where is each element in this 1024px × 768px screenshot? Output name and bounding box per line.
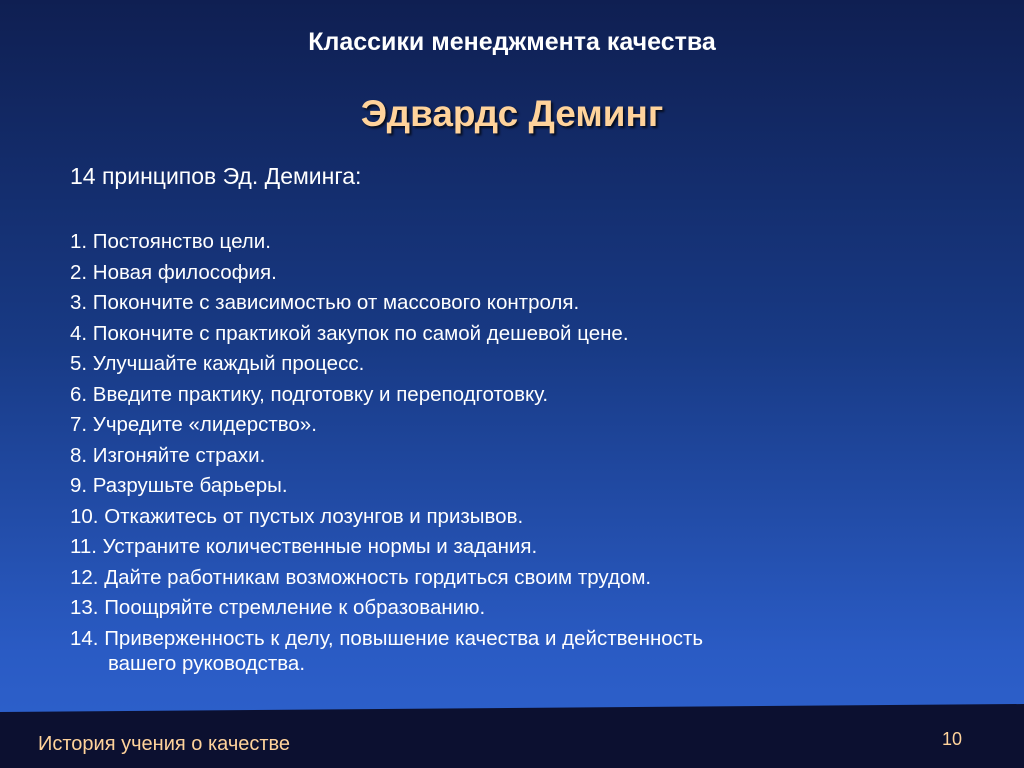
principle-item: 2. Новая философия.	[70, 260, 277, 284]
principle-item: 8. Изгоняйте страхи.	[70, 443, 266, 467]
principle-item: 7. Учредите «лидерство».	[70, 413, 317, 436]
principle-item: 13. Поощряйте стремление к образованию.	[70, 596, 486, 619]
principle-item: 5. Улучшайте каждый процесс.	[70, 352, 365, 375]
principle-item: 1. Постоянство цели.	[70, 230, 271, 253]
footer-text: История учения о качестве	[38, 733, 291, 755]
principle-item: 11. Устраните количественные нормы и задания.	[70, 535, 538, 558]
principle-item: 6. Введите практику, подготовку и переподготовку.	[70, 382, 549, 406]
principles-list	[70, 229, 950, 681]
principle-item: 12. Дайте работникам возможность гордиться своим трудом.	[70, 565, 652, 589]
principle-item: 9. Разрушьте барьеры.	[70, 474, 288, 497]
principle-item: 3. Покончите с зависимостью от массового контроля.	[70, 291, 580, 314]
principle-item-last	[70, 626, 950, 676]
slide-title: Эдвардс Деминг	[360, 93, 664, 134]
principle-14-continuation: вашего руководства.	[108, 651, 306, 675]
principles-intro: 14 принципов Эд. Деминга:	[70, 163, 362, 189]
principle-item: 4. Покончите с практикой закупок по самой дешевой цене.	[70, 321, 629, 345]
slide-header: Классики менеджмента качества	[308, 28, 716, 56]
principle-item: 10. Откажитесь от пустых лозунгов и призывов.	[70, 504, 524, 528]
page-number: 10	[941, 729, 962, 749]
principle-14-text: 14. Приверженность к делу, повышение качества и действенность	[70, 626, 704, 650]
